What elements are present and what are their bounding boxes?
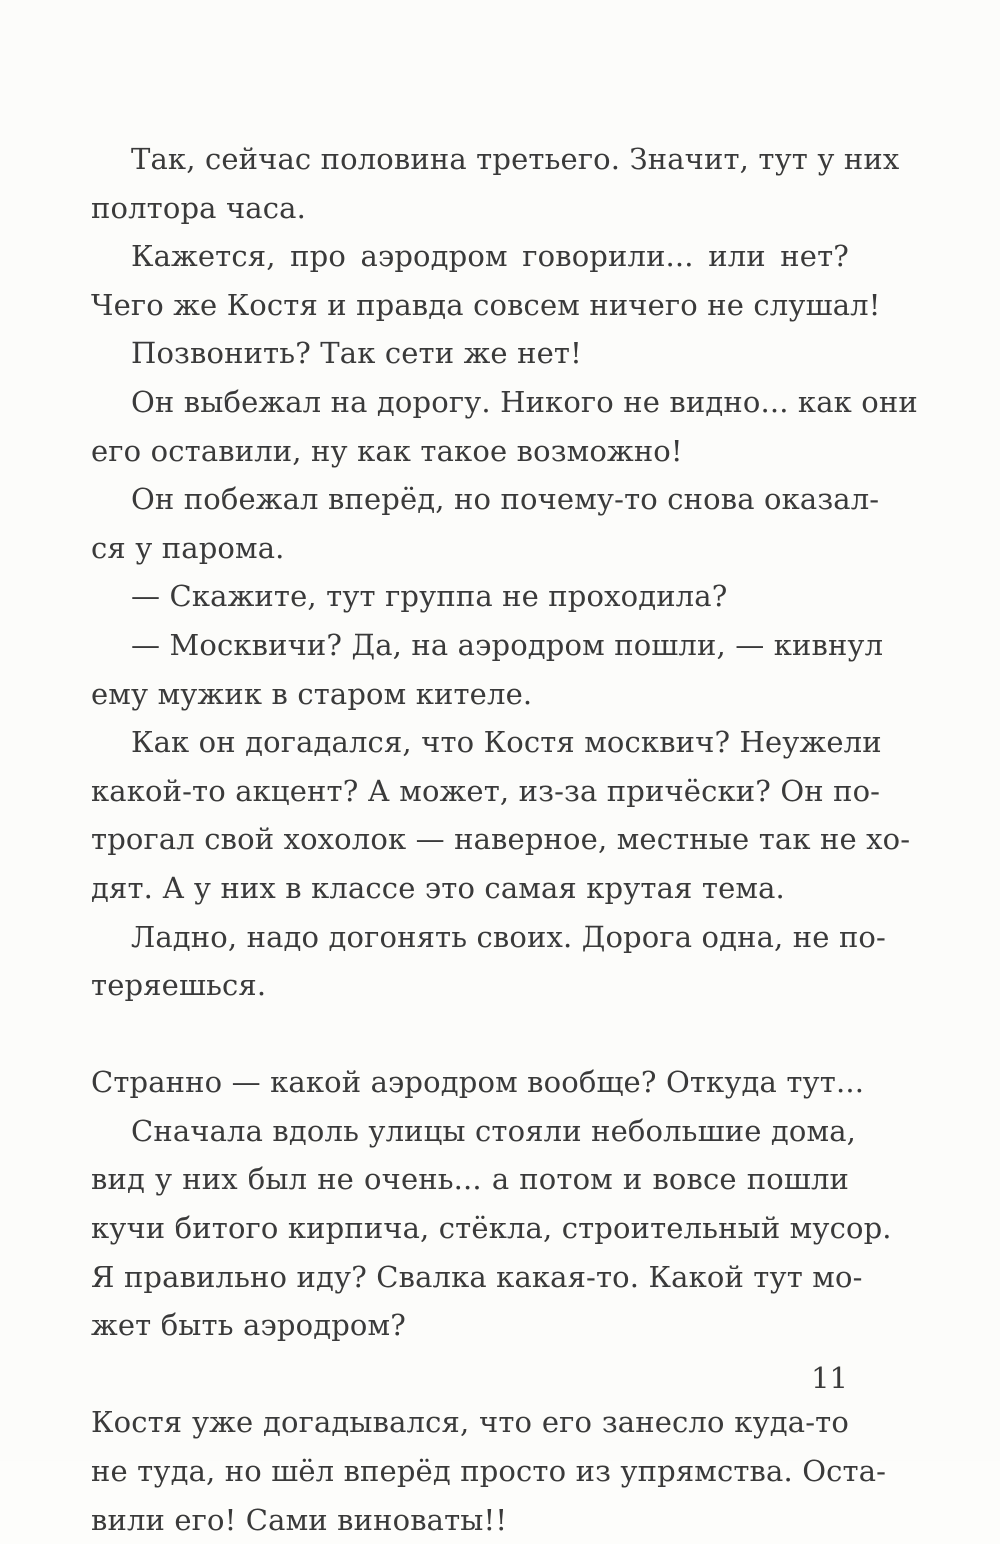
section-break (91, 1350, 849, 1399)
text-line: Чего же Костя и правда совсем ничего не слушал! (91, 287, 881, 322)
text-line: его оставили, ну как такое возможно! (91, 433, 683, 468)
text-line: Я правильно иду? Свалка какая-то. Какой тут мо- (91, 1259, 863, 1294)
text-line: Костя уже догадывался, что его занесло куда-то (91, 1405, 849, 1440)
text-line: ему мужик в старом кителе. (91, 676, 533, 711)
text-line: Ладно, надо догонять своих. Дорога одна, не по- (131, 919, 886, 954)
text-line: ся у парома. (91, 530, 285, 565)
text-line: кучи битого кирпича, стёкла, строительный мусор. (91, 1211, 892, 1246)
text-line: вили его! Сами виноваты!! (91, 1502, 508, 1537)
text-line: полтора часа. (91, 190, 306, 225)
text-line: Кажется, про аэродром говорили... или нет? (131, 239, 849, 274)
text-line: Сначала вдоль улицы стояли небольшие дома, (131, 1113, 857, 1148)
text-line: Странно — какой аэродром вообще? Откуда тут... (91, 1065, 865, 1100)
text-line: какой-то акцент? А может, из-за причёски? Он по- (91, 773, 881, 808)
text-line: Позвонить? Так сети же нет! (131, 336, 582, 371)
text-line: не туда, но шёл вперёд просто из упрямства. Оста- (91, 1454, 887, 1489)
section-break (91, 1010, 849, 1059)
text-line: Как он догадался, что Костя москвич? Неужели (131, 725, 882, 760)
body-text (91, 135, 918, 1544)
text-line: трогал свой хохолок — наверное, местные так не хо- (91, 822, 911, 857)
text-line: Он выбежал на дорогу. Никого не видно... как они (131, 384, 918, 419)
text-line: Он побежал вперёд, но почему-то снова оказал- (131, 482, 880, 517)
text-line: теряешься. (91, 968, 267, 1003)
text-line: вид у них был не очень... а потом и вовсе пошли (91, 1162, 849, 1197)
text-line: Так, сейчас половина третьего. Значит, тут у них (131, 142, 900, 176)
page-number: 11 (811, 1361, 848, 1395)
text-line: дят. А у них в классе это самая крутая тема. (91, 870, 785, 905)
text-line: жет быть аэродром? (91, 1308, 406, 1343)
text-line: — Москвичи? Да, на аэродром пошли, — кивнул (131, 627, 884, 662)
text-line: — Скажите, тут группа не проходила? (131, 579, 728, 614)
